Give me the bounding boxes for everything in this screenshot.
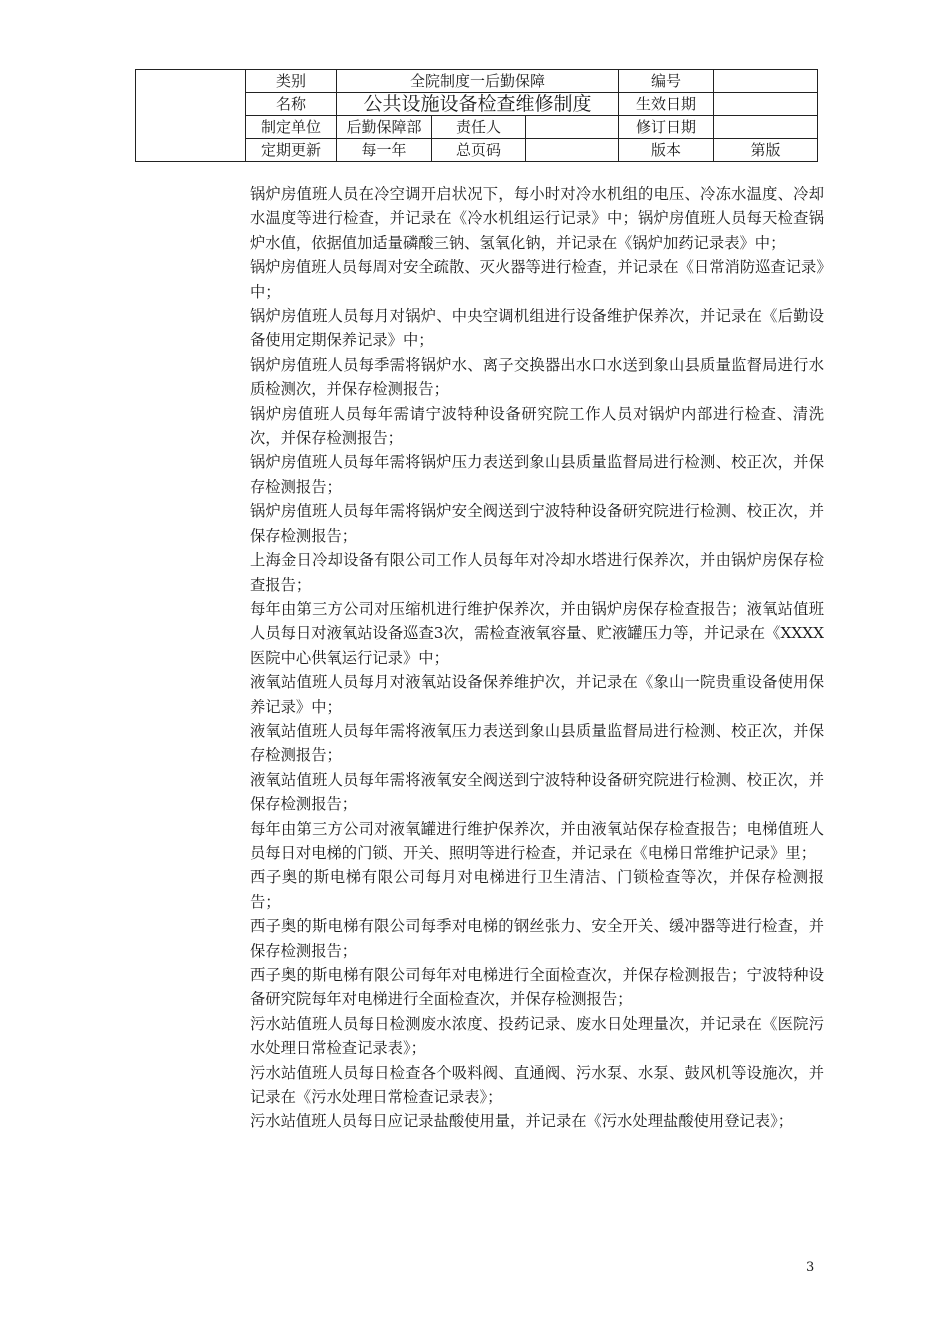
effective-date-label: 生效日期 xyxy=(619,93,714,116)
paragraph: 每年由第三方公司对液氧罐进行维护保养次，并由液氧站保存检查报告；电梯值班人员每日对电梯的门锁、开关、照明等进行检查，并记录在《电梯日常维护记录》里； xyxy=(250,819,824,862)
version-value: 第版 xyxy=(714,139,818,162)
paragraph: 液氧站值班人员每月对液氧站设备保养维护次，并记录在《象山一院贵重设备使用保养记录》中； xyxy=(250,673,824,716)
revision-date-label: 修订日期 xyxy=(619,116,714,139)
paragraph: 上海金日冷却设备有限公司工作人员每年对冷却水塔进行保养次，并由锅炉房保存检查报告； xyxy=(250,551,824,594)
paragraph: 锅炉房值班人员每年需请宁波特种设备研究院工作人员对锅炉内部进行检查、清洗次，并保存检测报告； xyxy=(250,404,824,448)
total-pages-value xyxy=(526,139,619,162)
paragraph: 锅炉房值班人员每月对锅炉、中央空调机组进行设备维护保养次，并记录在《后勤设备使用定期保养记录》中； xyxy=(250,307,824,350)
document-body xyxy=(250,182,824,1134)
header-row-category xyxy=(136,70,818,93)
paragraph: 西子奥的斯电梯有限公司每月对电梯进行卫生清洁、门锁检查等次，并保存检测报告； xyxy=(250,868,824,911)
paragraph: 液氧站值班人员每年需将液氧压力表送到象山县质量监督局进行检测、校正次，并保存检测报告； xyxy=(250,721,824,765)
number-label: 编号 xyxy=(619,70,714,93)
revision-date-value xyxy=(714,116,818,139)
paragraph: 锅炉房值班人员每季需将锅炉水、离子交换器出水口水送到象山县质量监督局进行水质检测次，并保存检测报告； xyxy=(250,355,824,399)
effective-date-value xyxy=(714,93,818,116)
paragraph: 锅炉房值班人员每年需将锅炉压力表送到象山县质量监督局进行检测、校正次，并保存检测报告； xyxy=(250,453,824,496)
responsible-value xyxy=(526,116,619,139)
paragraph: 西子奥的斯电梯有限公司每年对电梯进行全面检查次，并保存检测报告；宁波特种设备研究院每年对电梯进行全面检查次，并保存检测报告； xyxy=(250,966,824,1009)
update-value: 每一年 xyxy=(337,139,432,162)
header-blank-cell xyxy=(136,70,246,162)
number-value xyxy=(714,70,818,93)
category-value: 全院制度一后勤保障 xyxy=(337,70,619,93)
total-pages-label: 总页码 xyxy=(432,139,526,162)
paragraph: 液氧站值班人员每年需将液氧安全阀送到宁波特种设备研究院进行检测、校正次，并保存检测报告； xyxy=(250,770,824,814)
page-number: 3 xyxy=(806,1260,815,1275)
paragraph: 锅炉房值班人员在冷空调开启状况下，每小时对冷水机组的电压、冷冻水温度、冷却水温度等进行检查，并记录在《冷水机组运行记录》中；锅炉房值班人员每天检查锅炉水值，依据值加适量磷酸三钠、氢氧化钠，并记录在《锅炉加药记录表》中； xyxy=(250,185,824,252)
version-label: 版本 xyxy=(619,139,714,162)
paragraph: 锅炉房值班人员每年需将锅炉安全阀送到宁波特种设备研究院进行检测、校正次，并保存检测报告； xyxy=(250,502,824,545)
paragraph: 西子奥的斯电梯有限公司每季对电梯的钢丝张力、安全开关、缓冲器等进行检查，并保存检测报告； xyxy=(250,917,824,960)
document-header-table xyxy=(135,69,818,162)
paragraph: 锅炉房值班人员每周对安全疏散、灭火器等进行检查，并记录在《日常消防巡查记录》中； xyxy=(250,258,824,301)
unit-value: 后勤保障部 xyxy=(337,116,432,139)
category-label: 类别 xyxy=(246,70,337,93)
paragraph: 污水站值班人员每日检查各个吸料阀、直通阀、污水泵、水泵、鼓风机等设施次，并记录在《污水处理日常检查记录表》； xyxy=(250,1063,824,1107)
responsible-label: 责任人 xyxy=(432,116,526,139)
name-label: 名称 xyxy=(246,93,337,116)
update-label: 定期更新 xyxy=(246,139,337,162)
name-value: 公共设施设备检查维修制度 xyxy=(337,93,619,116)
paragraph: 污水站值班人员每日检测废水浓度、投药记录、废水日处理量次，并记录在《医院污水处理日常检查记录表》； xyxy=(250,1014,824,1058)
paragraph: 污水站值班人员每日应记录盐酸使用量，并记录在《污水处理盐酸使用登记表》； xyxy=(250,1112,794,1131)
paragraph: 每年由第三方公司对压缩机进行维护保养次，并由锅炉房保存检查报告；液氧站值班人员每日对液氧站设备巡查3次，需检查液氧容量、贮液罐压力等，并记录在《XXXX医院中心供氧运行记录》中； xyxy=(250,599,824,667)
unit-label: 制定单位 xyxy=(246,116,337,139)
